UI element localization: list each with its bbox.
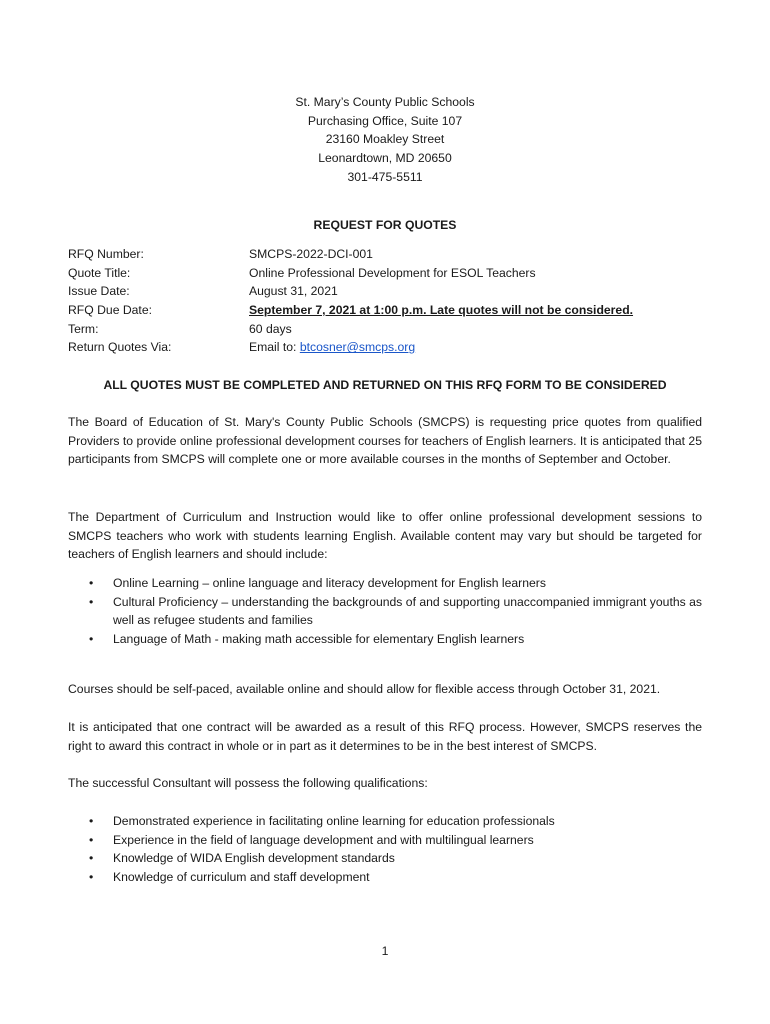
list-item-text: Online Learning – online language and literacy development for English learners bbox=[113, 576, 546, 590]
list-item bbox=[68, 849, 702, 868]
bullet-icon: • bbox=[89, 870, 94, 885]
phone-line: 301-475-5511 bbox=[347, 169, 423, 184]
list-item-text: Experience in the field of language development and with multilingual learners bbox=[113, 832, 534, 847]
paragraph-department: The Department of Curriculum and Instruction would like to offer online professional development sessions to SMCPS teachers who work with students learning English. Available content may vary but should be targeted for teachers of English learners and should include: bbox=[68, 510, 702, 562]
content-bullet-list bbox=[68, 574, 702, 649]
issue-date: August 31, 2021 bbox=[249, 284, 338, 299]
bullet-icon: • bbox=[89, 576, 94, 590]
document-title: REQUEST FOR QUOTES bbox=[313, 218, 457, 232]
rfq-info-table bbox=[68, 245, 708, 357]
paragraph-intro: The Board of Education of St. Mary's County Public Schools (SMCPS) is requesting price quotes from qualified Providers to provide online professional development courses for teachers of English learners. It is anticipated that 25 participants from SMCPS will complete one or more available courses in the months of September and October. bbox=[68, 415, 702, 467]
org-name: St. Mary’s County Public Schools bbox=[295, 95, 475, 109]
email-link[interactable]: btcosner@smcps.org bbox=[299, 340, 416, 355]
city-line: Leonardtown, MD 20650 bbox=[318, 151, 452, 166]
list-item bbox=[68, 831, 702, 850]
page-number: 1 bbox=[381, 944, 389, 958]
street-line: 23160 Moakley Street bbox=[325, 132, 445, 147]
list-item-text: Cultural Proficiency – understanding the backgrounds of and supporting unaccompanied immigrant youths as well as refugee students and families bbox=[113, 594, 702, 628]
paragraph-qualifications-intro: The successful Consultant will possess the following qualifications: bbox=[68, 776, 428, 790]
paragraph-courses: Courses should be self-paced, available online and should allow for flexible access through October 31, 2021. bbox=[68, 682, 661, 696]
address-block bbox=[0, 93, 770, 186]
info-label: Quote Title: bbox=[68, 265, 131, 280]
info-label: RFQ Number: bbox=[68, 247, 144, 261]
info-row-quote-title bbox=[68, 264, 708, 283]
list-item-text: Knowledge of curriculum and staff development bbox=[113, 870, 370, 885]
info-label: Return Quotes Via: bbox=[68, 340, 172, 355]
quote-title: Online Professional Development for ESOL Teachers bbox=[249, 265, 536, 280]
info-label: Issue Date: bbox=[68, 284, 130, 299]
notice-banner: ALL QUOTES MUST BE COMPLETED AND RETURNED ON THIS RFQ FORM TO BE CONSIDERED bbox=[103, 378, 667, 392]
list-item-text: Demonstrated experience in facilitating online learning for education professionals bbox=[113, 814, 555, 828]
info-row-return bbox=[68, 338, 708, 357]
info-label: Term: bbox=[68, 321, 99, 336]
bullet-icon: • bbox=[89, 851, 94, 866]
rfq-number: SMCPS-2022-DCI-001 bbox=[249, 247, 373, 261]
bullet-icon: • bbox=[89, 632, 94, 647]
info-row-issue-date bbox=[68, 282, 708, 301]
office-line: Purchasing Office, Suite 107 bbox=[307, 113, 463, 128]
info-row-due-date bbox=[68, 301, 708, 320]
info-row-term bbox=[68, 320, 708, 339]
list-item bbox=[68, 812, 702, 831]
list-item-text: Language of Math - making math accessible for elementary English learners bbox=[113, 632, 525, 647]
list-item bbox=[68, 630, 702, 649]
list-item bbox=[68, 868, 702, 887]
paragraph-contract: It is anticipated that one contract will be awarded as a result of this RFQ process. However, SMCPS reserves the right to award this contract in whole or in part as it determines to be in the best interest of SMCPS. bbox=[68, 720, 702, 753]
bullet-icon: • bbox=[89, 832, 94, 847]
info-row-rfq-number bbox=[68, 245, 708, 264]
bullet-icon: • bbox=[89, 594, 94, 609]
list-item-text: Knowledge of WIDA English development standards bbox=[113, 851, 395, 866]
list-item bbox=[68, 574, 702, 593]
return-method bbox=[249, 338, 708, 357]
info-label: RFQ Due Date: bbox=[68, 303, 152, 318]
list-item bbox=[68, 593, 702, 630]
qualification-bullet-list bbox=[68, 812, 702, 887]
due-date: September 7, 2021 at 1:00 p.m. Late quotes will not be considered. bbox=[249, 303, 634, 318]
term: 60 days bbox=[249, 321, 292, 336]
bullet-icon: • bbox=[89, 814, 94, 828]
return-prefix: Email to: bbox=[249, 340, 300, 355]
